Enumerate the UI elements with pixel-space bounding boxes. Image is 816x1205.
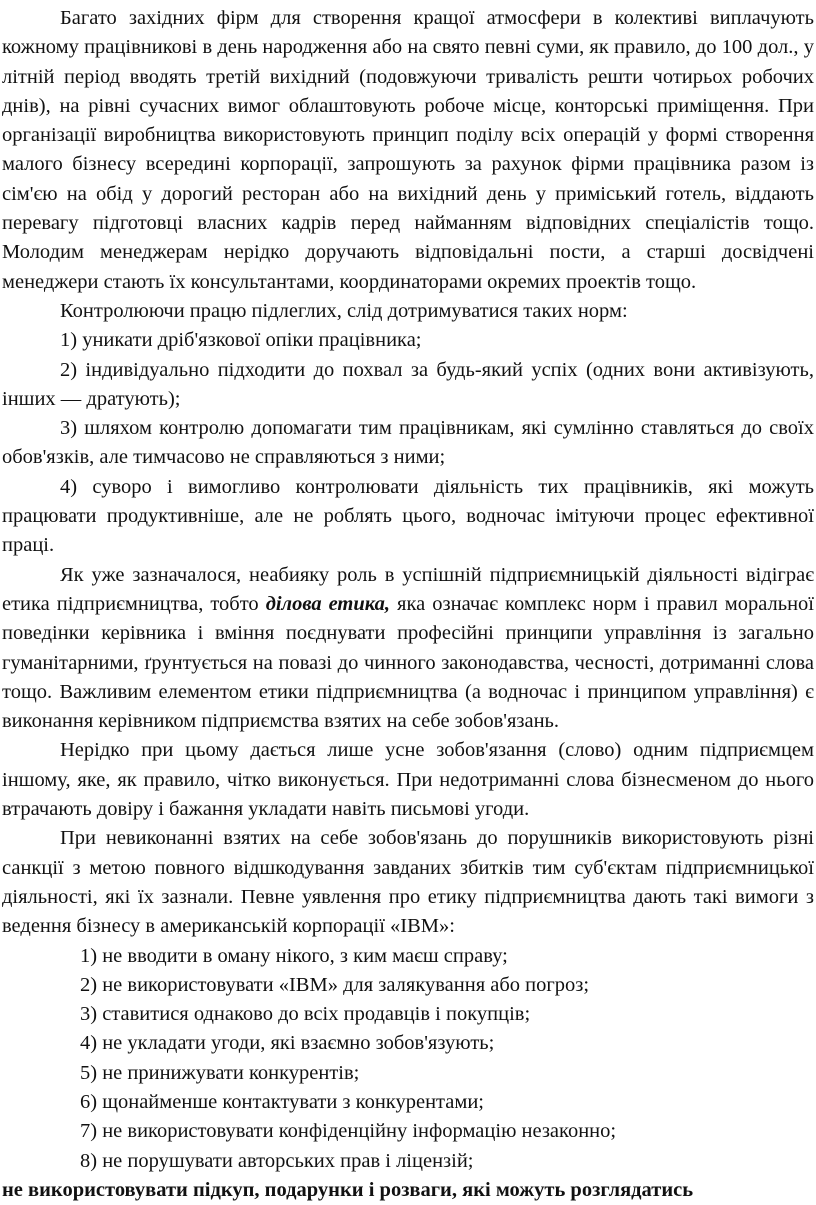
paragraph-sanctions: При невиконанні взятих на себе зобов'язань до порушників використовують різні санкції з метою повного відшкодування завданих збитків тим суб'єктам підприємницької діяльності, які їх зазнали. Певне уявлення про етику підприємництва дають такі вимоги з ведення бізнесу в американській корпорації «IBM»: (2, 827, 814, 938)
control-norm-1: 1) уникати дріб'язкової опіки працівника; (60, 329, 422, 352)
ibm-rule-1: 1) не вводити в оману нікого, з ким маєш справу; (80, 944, 508, 967)
ethics-text-before: Як уже зазначалося, неабияку роль в успішній підприємницькій діяльності відіграє етика підприємництва, тобто (2, 563, 814, 615)
ethics-text-after: яка означає комплекс норм і правил моральної поведінки керівника і вміння поєднувати професійні принципи управління із загально гуманітарними, ґрунтується на повазі до чинного законодавства, чесності, дотриманні слова тощо. Важливим елементом етики підприємництва (а водночас і принципом управління) є виконання керівником підприємства взятих на себе зобов'язань. (2, 592, 814, 733)
paragraph-western-firms: Багато західних фірм для створення кращої атмосфери в колективі виплачують кожному працівникові в день народження або на свято певні суми, як правило, до 100 дол., у літній період вводять третій вихідний (подовжуючи тривалість решти чотирьох робочих днів), на рівні сучасних вимог облаштовують робоче місце, конторські приміщення. При організації виробництва використовують принцип поділу всіх операцій у формі створення малого бізнесу всередині корпорації, запрошують за рахунок фірми працівника разом із сім'єю на обід у дорогий ресторан або на вихідний день у приміський готель, віддають перевагу підготовці власних кадрів перед найманням відповідних спеціалістів тощо. Молодим менеджерам нерідко доручають відповідальні пости, а старші досвідчені менеджери стають їх консультантами, координаторами окремих проектів тощо. (2, 7, 814, 293)
paragraph-control-intro: Контролюючи працю підлеглих, слід дотримуватися таких норм: (60, 299, 628, 322)
bold-last-line: не використовувати підкуп, подарунки і розваги, які можуть розглядатись (2, 1178, 694, 1201)
control-norm-3: 3) шляхом контролю допомагати тим працівникам, які сумлінно ставляться до своїх обов'язків, але тимчасово не справляються з ними; (2, 417, 814, 469)
control-norm-4: 4) суворо і вимогливо контролювати діяльність тих працівників, які можуть працювати продуктивніше, але не роблять цього, водночас імітуючи процес ефективної праці. (2, 475, 814, 557)
paragraph-business-ethics (2, 561, 814, 737)
ibm-rule-4: 4) не укладати угоди, які взаємно зобов'язують; (80, 1032, 495, 1055)
paragraph-oral-commitment: Нерідко при цьому дається лише усне зобов'язання (слово) одним підприємцем іншому, яке, як правило, чітко виконується. При недотриманні слова бізнесменом до нього втрачають довіру і бажання укладати навіть письмові угоди. (2, 739, 814, 821)
control-norm-2: 2) індивідуально підходити до похвал за будь-який успіх (одних вони активізують, інших — дратують); (2, 358, 814, 410)
ibm-rule-3: 3) ставитися однаково до всіх продавців і покупців; (80, 1003, 531, 1026)
business-ethics-term: ділова етика, (265, 592, 391, 615)
ibm-rule-2: 2) не використовувати «IBM» для залякування або погроз; (80, 973, 590, 996)
ibm-rule-8: 8) не порушувати авторських прав і ліцензій; (80, 1149, 474, 1172)
ibm-rule-5: 5) не принижувати конкурентів; (80, 1061, 360, 1084)
ibm-rule-6: 6) щонайменше контактувати з конкурентами; (80, 1090, 484, 1113)
ibm-rule-7: 7) не використовувати конфіденційну інформацію незаконно; (80, 1120, 617, 1143)
